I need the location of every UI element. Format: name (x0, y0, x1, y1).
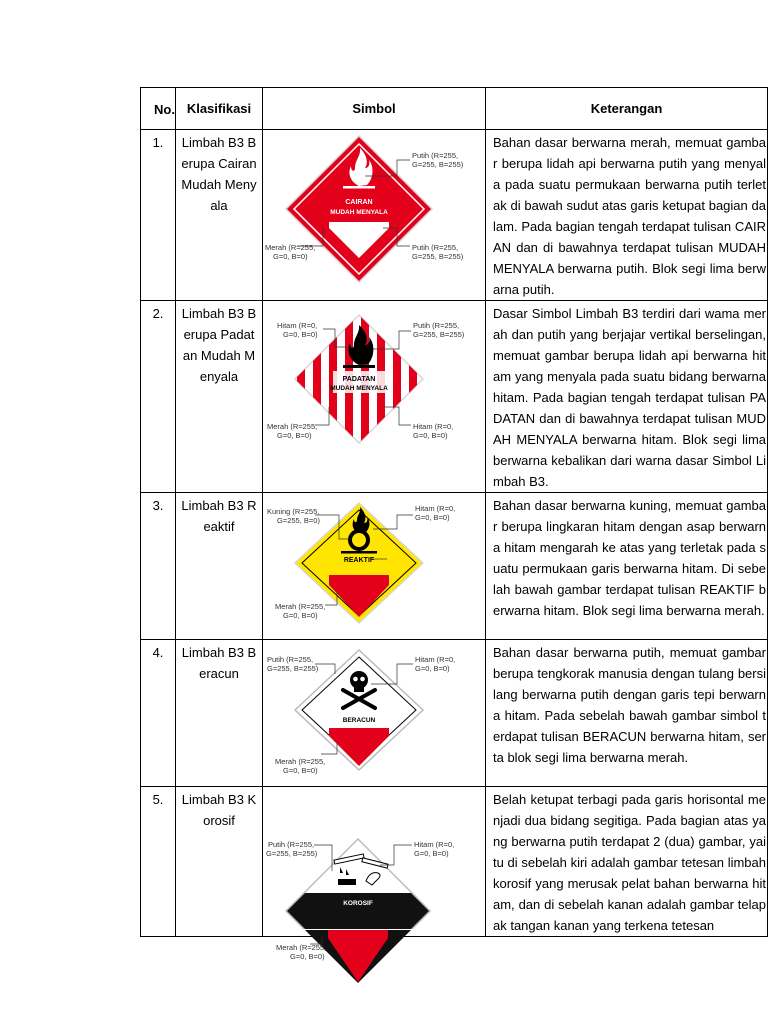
callout-putih: Putih (R=255, (267, 655, 314, 664)
table-row (141, 493, 768, 640)
row-keterangan: Dasar Simbol Limbah B3 terdiri dari wama merah dan putih yang berjajar vertikal berselingan, memuat gambar berupa lidah api berwarna hitam yang menyala pada suatu bidang berwarna hitam. Pada bagian tengah terdapat tulisan PADATAN dan di bawahnya terdapat tulisan MUDAH MENYALA berwarna hitam. Blok segi lima berwarna kebalikan dari warna dasar Simbol Limbah B3. (486, 301, 768, 493)
toxic-symbol (263, 640, 485, 786)
row-number: 3. (141, 493, 176, 640)
callout-kuning-2: G=255, B=0) (277, 516, 320, 525)
header-no: No. (141, 88, 176, 130)
table-row (141, 301, 768, 493)
row-number: 4. (141, 640, 176, 787)
callout-merah: Merah (R=255, (265, 243, 316, 252)
row-klasifikasi: Limbah B3 Berupa Padatan Mudah Menyala (176, 301, 263, 493)
callout-merah-2: G=0, B=0) (283, 611, 318, 620)
row-keterangan: Bahan dasar berwarna putih, memuat gambar berupa tengkorak manusia dengan tulang bersilang berwarna putih dengan garis tepi berwarna hitam. Pada sebelah bawah gambar simbol terdapat tulisan BERACUN berwarna hitam, serta blok segi lima berwarna merah. (486, 640, 768, 787)
callout-putih-top-2: G=255, B=255) (412, 160, 464, 169)
symbol-cell (263, 493, 486, 640)
row-keterangan: Bahan dasar berwarna kuning, memuat gambar berupa lingkaran hitam dengan asap berwarna hitam mengarah ke atas yang terletak pada suatu permukaan garis berwarna hitam. Di sebelah bawah gambar terdapat tulisan REAKTIF berwarna hitam. Blok segi lima berwarna merah. (486, 493, 768, 640)
symbol-cell (263, 130, 486, 301)
callout-hitam-2: G=0, B=0) (414, 849, 449, 858)
table-row (141, 640, 768, 787)
callout-merah: Merah (R=255, (275, 602, 326, 611)
table-header-row (141, 88, 768, 130)
callout-hitam: Hitam (R=0, (414, 840, 455, 849)
corrosive-symbol-lower (262, 930, 484, 1024)
callout-hitam: Hitam (R=0, (415, 655, 456, 664)
callout-merah: Merah (R=255, (276, 943, 327, 952)
row-klasifikasi: Limbah B3 Reaktif (176, 493, 263, 640)
symbol-label-korosif: KOROSIF (343, 900, 373, 907)
callout-merah-2: G=0, B=0) (277, 431, 312, 440)
flammable-solid-symbol (263, 301, 485, 489)
callout-putih-2: G=255, B=255) (266, 849, 318, 858)
row-number: 1. (141, 130, 176, 301)
row-keterangan: Belah ketupat terbagi pada garis horisontal menjadi dua bidang segitiga. Pada bagian atas yang berwarna putih terdapat 2 (dua) gambar, yaitu di sebelah kiri adalah gambar tetesan limbah korosif yang merusak pelat bahan berwarna hitam, dan di sebelah kanan adalah gambar telapak tangan kanan yang terkena tetesan (486, 787, 768, 937)
callout-hitam-2: G=0, B=0) (415, 664, 450, 673)
callout-putih: Putih (R=255, (413, 321, 460, 330)
symbol-label-beracun: BERACUN (342, 717, 376, 724)
callout-merah-2: G=0, B=0) (273, 252, 308, 261)
symbol-cell (263, 640, 486, 787)
callout-hitam-top-2: G=0, B=0) (283, 330, 318, 339)
row-number: 5. (141, 787, 176, 937)
flammable-liquid-symbol (263, 130, 485, 300)
callout-hitam-bottom: Hitam (R=0, (413, 422, 454, 431)
row-klasifikasi: Limbah B3 Beracun (176, 640, 263, 787)
b3-classification-table (140, 87, 768, 937)
callout-putih: Putih (R=255, (268, 840, 315, 849)
callout-putih-2: G=255, B=255) (413, 330, 465, 339)
row-keterangan: Bahan dasar berwarna merah, memuat gambar berupa lidah api berwarna putih yang menyala pada suatu permukaan berwarna putih terletak di bawah sudut atas garis ketupat bagian dalam. Pada bagian tengah terdapat tulisan CAIRAN dan di bawahnya terdapat tulisan MUDAH MENYALA berwarna putih. Blok segi lima berwarna putih. (486, 130, 768, 301)
callout-putih-bottom-2: G=255, B=255) (412, 252, 464, 261)
row-number: 2. (141, 301, 176, 493)
symbol-label-padatan: PADATAN (342, 376, 376, 383)
corrosive-symbol (262, 835, 484, 929)
callout-putih-bottom: Putih (R=255, (412, 243, 459, 252)
row-klasifikasi: Limbah B3 Berupa Cairan Mudah Menyala (176, 130, 263, 301)
callout-merah-2: G=0, B=0) (283, 766, 318, 775)
reactive-symbol (263, 493, 485, 639)
table-row (141, 130, 768, 301)
callout-merah: Merah (R=255, (275, 757, 326, 766)
symbol-label-mudah-menyala: MUDAH MENYALA (330, 209, 388, 216)
callout-putih-2: G=255, B=255) (267, 664, 319, 673)
callout-kuning: Kuning (R=255, (267, 507, 320, 516)
callout-hitam-bottom-2: G=0, B=0) (413, 431, 448, 440)
callout-hitam-2: G=0, B=0) (415, 513, 450, 522)
symbol-cell (263, 301, 486, 493)
callout-hitam: Hitam (R=0, (415, 504, 456, 513)
row-klasifikasi: Limbah B3 Korosif (176, 787, 263, 937)
symbol-label-mudah-menyala: MUDAH MENYALA (330, 385, 388, 392)
callout-merah: Merah (R=255, (267, 422, 318, 431)
callout-putih-top: Putih (R=255, (412, 151, 459, 160)
callout-merah-2: G=0, B=0) (290, 952, 325, 961)
header-simbol: Simbol (263, 88, 486, 130)
symbol-label-cairan: CAIRAN (345, 199, 373, 206)
header-keterangan: Keterangan (486, 88, 768, 130)
symbol-label-reaktif: REAKTIF (343, 557, 375, 564)
header-klasifikasi: Klasifikasi (176, 88, 263, 130)
callout-hitam-top: Hitam (R=0, (277, 321, 318, 330)
